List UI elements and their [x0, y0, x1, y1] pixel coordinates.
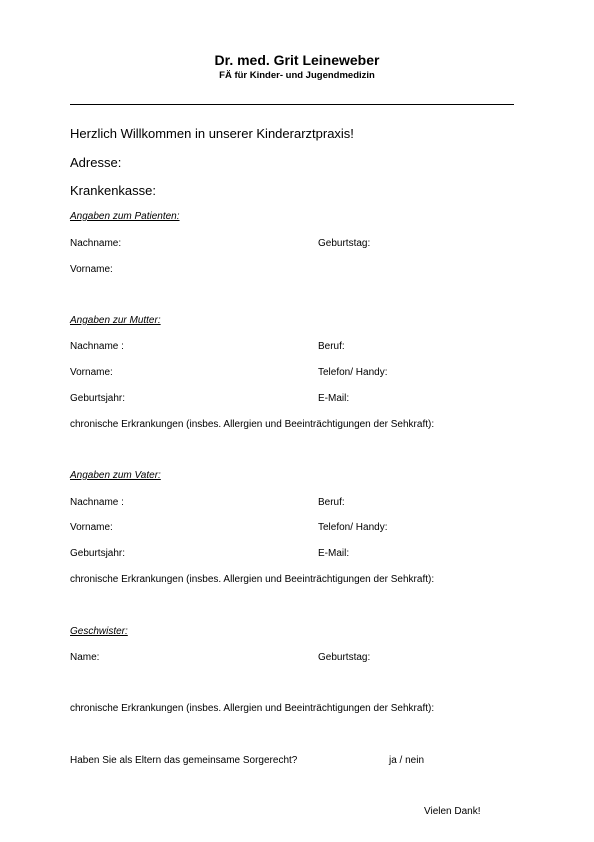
- patient-lastname-label: Nachname:: [70, 238, 122, 249]
- father-phone-label: Telefon/ Handy:: [318, 522, 388, 533]
- father-lastname-label: Nachname :: [70, 497, 124, 508]
- welcome-text: Herzlich Willkommen in unserer Kinderarztpraxis!: [70, 126, 354, 141]
- header-divider: [70, 104, 514, 105]
- patient-heading: Angaben zum Patienten:: [70, 211, 180, 222]
- mother-phone-label: Telefon/ Handy:: [318, 367, 388, 378]
- mother-heading: Angaben zur Mutter:: [70, 315, 161, 326]
- father-firstname-label: Vorname:: [70, 522, 113, 533]
- father-chronic-label: chronische Erkrankungen (insbes. Allergien und Beeinträchtigungen der Sehkraft):: [70, 574, 435, 585]
- thanks-text: Vielen Dank!: [424, 806, 481, 817]
- mother-birthyear-label: Geburtsjahr:: [70, 393, 126, 404]
- mother-email-label: E-Mail:: [318, 393, 350, 404]
- mother-chronic-label: chronische Erkrankungen (insbes. Allergien und Beeinträchtigungen der Sehkraft):: [70, 419, 435, 430]
- patient-birthday-label: Geburtstag:: [318, 238, 371, 249]
- address-label: Adresse:: [70, 155, 122, 170]
- siblings-chronic-label: chronische Erkrankungen (insbes. Allergien und Beeinträchtigungen der Sehkraft):: [70, 703, 435, 714]
- father-birthyear-label: Geburtsjahr:: [70, 548, 126, 559]
- siblings-heading: Geschwister:: [70, 626, 128, 637]
- siblings-name-label: Name:: [70, 652, 100, 663]
- patient-firstname-label: Vorname:: [70, 264, 113, 275]
- mother-job-label: Beruf:: [318, 341, 345, 352]
- father-email-label: E-Mail:: [318, 548, 350, 559]
- custody-question: Haben Sie als Eltern das gemeinsame Sorgerecht?: [70, 755, 298, 766]
- father-job-label: Beruf:: [318, 497, 345, 508]
- mother-firstname-label: Vorname:: [70, 367, 113, 378]
- custody-answer-options: ja / nein: [389, 755, 425, 766]
- father-heading: Angaben zum Vater:: [70, 470, 161, 481]
- doctor-specialty: FÄ für Kinder- und Jugendmedizin: [219, 70, 375, 81]
- insurance-label: Krankenkasse:: [70, 183, 156, 198]
- mother-lastname-label: Nachname :: [70, 341, 124, 352]
- siblings-birthday-label: Geburtstag:: [318, 652, 371, 663]
- doctor-name: Dr. med. Grit Leineweber: [214, 52, 380, 68]
